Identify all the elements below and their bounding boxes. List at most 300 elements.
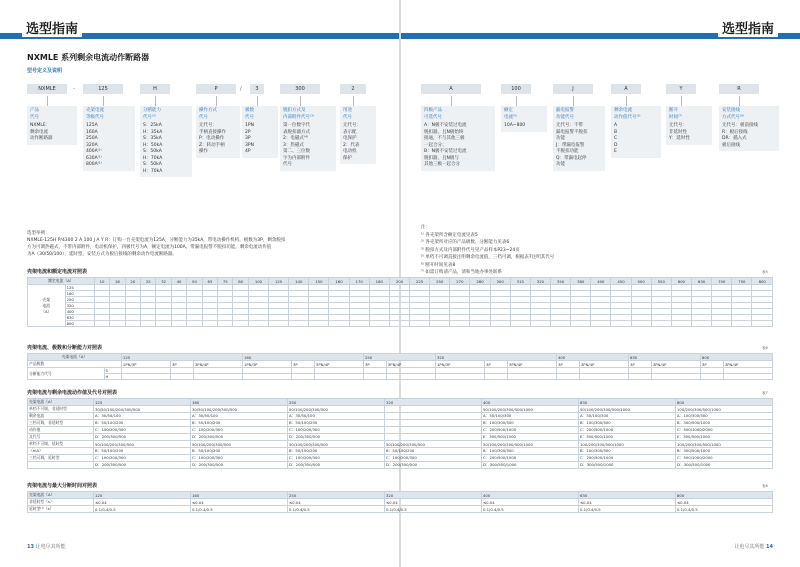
value-cell: C：200/500/1000 <box>579 455 676 462</box>
column-value: H：35kA <box>143 129 163 135</box>
rated-current-cell: 200 <box>389 278 409 285</box>
row-label: 及代号 <box>28 434 94 441</box>
code-column <box>611 106 661 158</box>
breaking-code-cell: S <box>104 368 121 374</box>
rated-current-cell: 16 <box>110 278 125 285</box>
column-value: 一起合分； <box>424 142 447 148</box>
table-header-row <box>28 399 773 406</box>
column-value: J：带漏电报警 <box>556 142 585 148</box>
frame-cell: 160 <box>191 492 288 499</box>
table-row <box>28 420 773 427</box>
column-value: NXMLE： <box>30 123 51 128</box>
code-column <box>196 106 240 158</box>
value-cell <box>269 321 289 327</box>
value-cell <box>156 321 171 327</box>
value-cell <box>591 321 611 327</box>
rated-current-cell: 20 <box>125 278 140 285</box>
column-value: 代号 <box>283 162 292 167</box>
breaking-capacity-table <box>27 353 773 380</box>
note-item: ³⁾ 脱扣方式及内部附件代号见产品样本P23~24页 <box>421 247 520 253</box>
code-column <box>27 106 77 145</box>
table3-unit: 表7 <box>762 391 768 395</box>
value-cell <box>385 427 482 434</box>
value-cell: 100/200/300/500/1000 <box>579 441 676 448</box>
table-row <box>28 413 773 420</box>
value-cell: D：300/500/1000 <box>676 462 773 469</box>
column-value: 无代号：板前接线 <box>722 123 758 128</box>
code-segment: Y <box>666 84 696 94</box>
note-item: ⁶⁾ 断开时间见表8 <box>421 262 456 268</box>
column-value: R：板后接线 <box>722 129 748 135</box>
column-value: 无代号： <box>669 123 687 128</box>
column-value: DR：插入式 <box>722 136 747 141</box>
value-cell <box>691 321 711 327</box>
value-cell <box>723 374 772 380</box>
value-cell: D：200/300/500 <box>288 462 385 469</box>
value-cell <box>187 321 202 327</box>
column-value: 其他三极一起合分 <box>424 162 460 167</box>
poles-cell: 3PN/4P <box>507 361 556 368</box>
value-cell: 50/100/200/300/500 <box>288 406 385 413</box>
code-separator: / <box>240 86 242 92</box>
table-row <box>28 406 773 413</box>
column-value: 功能 <box>556 162 565 167</box>
value-cell: ≤0.04 <box>482 499 579 506</box>
frame-cell: 320 <box>385 492 482 499</box>
column-value: 第一位数字代 <box>283 123 310 128</box>
rated-current-cell: 125 <box>269 278 289 285</box>
column-value: 4P <box>245 149 251 154</box>
value-cell <box>571 321 591 327</box>
frame-cell: 800 <box>676 399 773 406</box>
rated-current-cell: 180 <box>369 278 389 285</box>
rated-current-cell: 700 <box>712 278 732 285</box>
column-value: 接通，不与其他三极 <box>424 136 465 141</box>
header-title-right: 选型指南 <box>718 18 778 37</box>
code-arrow <box>216 96 217 106</box>
value-cell: 50/100/200/300/500/1000 <box>482 406 579 413</box>
column-value: 无代号： <box>199 123 217 128</box>
code-arrow <box>103 96 104 106</box>
code-column <box>501 106 547 132</box>
column-value: A：N极不安装过电流 <box>424 123 467 128</box>
column-name: 四极产品 可选代号 <box>424 108 442 120</box>
value-cell <box>700 374 723 380</box>
header-title-left: 选型指南 <box>22 18 82 37</box>
value-cell <box>314 374 363 380</box>
table-header-row <box>28 354 773 361</box>
column-value: 动作断路器 <box>30 136 53 141</box>
value-cell: C：100/200/300 <box>385 455 482 462</box>
column-name: 脱扣方式及 内部附件代号⁽³⁾ <box>283 108 315 120</box>
selection-example <box>27 230 357 258</box>
main-title: NXMLE 系列剩余电流动作断路器 <box>27 53 150 62</box>
frame-cell: 400 <box>482 399 579 406</box>
poles-cell: 3PN/4P <box>386 361 435 368</box>
column-value: 不脱扣功能 <box>556 149 579 154</box>
value-cell <box>170 374 193 380</box>
rated-current-cell: 280 <box>470 278 490 285</box>
value-cell <box>430 321 450 327</box>
value-cell <box>141 321 156 327</box>
rated-current-cell: 40 <box>171 278 186 285</box>
column-value: 2：代表 <box>343 142 360 148</box>
row-label: 产品极数 <box>28 361 122 368</box>
value-cell <box>712 321 732 327</box>
frame-cell: 250 <box>288 399 385 406</box>
value-cell <box>628 374 651 380</box>
frame-cell: 400 <box>556 354 628 361</box>
poles-cell: 3PN/4P <box>723 361 772 368</box>
frame-cell: 125 <box>65 285 94 291</box>
table-row <box>28 434 773 441</box>
frame-cell: 800 <box>700 354 772 361</box>
column-value: 保护 <box>343 155 352 161</box>
row-label: （mA） <box>28 448 94 455</box>
footer-left <box>27 543 66 550</box>
rated-current-cell: 750 <box>732 278 752 285</box>
poles-cell: 3PN/4P <box>651 361 700 368</box>
column-value: B <box>614 129 618 135</box>
rated-current-cell: 300 <box>490 278 510 285</box>
column-value: H：70kA <box>143 155 163 161</box>
value-cell: ≤0.04 <box>676 499 773 506</box>
row-label: 延时型⁽¹⁾（s） <box>28 506 94 513</box>
value-cell <box>193 374 242 380</box>
rated-current-cell: 10 <box>94 278 109 285</box>
poles-cell: 3PN/4P <box>314 361 363 368</box>
value-cell: B：100/300/500 <box>579 420 676 427</box>
table-row <box>28 361 773 368</box>
value-cell <box>507 374 556 380</box>
column-value: 2P <box>245 129 251 135</box>
column-value: E <box>614 149 617 154</box>
column-name: 额定 电流⁽⁵⁾ <box>504 108 518 120</box>
column-value: 630A⁽¹⁾ <box>86 155 102 161</box>
table <box>27 353 773 380</box>
value-cell <box>94 321 109 327</box>
value-cell: D：300/500/1000 <box>579 462 676 469</box>
rated-current-cell: 75 <box>218 278 233 285</box>
frame-cell: 800 <box>676 492 773 499</box>
code-column <box>421 106 495 171</box>
rated-current-cell: 630 <box>691 278 711 285</box>
value-cell <box>289 321 309 327</box>
value-cell <box>450 321 470 327</box>
value-cell: B：50/100/200 <box>94 420 191 427</box>
value-cell: ≤0.04 <box>94 499 191 506</box>
frame-cell: 630 <box>579 492 676 499</box>
value-cell: B：100/300/500 <box>482 420 579 427</box>
table-row <box>28 321 773 327</box>
value-cell <box>631 321 651 327</box>
column-name: 分断能力 代号⁽²⁾ <box>143 108 161 120</box>
rated-current-cell: 350 <box>551 278 571 285</box>
column-value: 3P <box>245 136 251 141</box>
code-segment: NXMLE <box>27 84 67 94</box>
frame-cell: 250 <box>363 354 435 361</box>
rated-current-cell: 380 <box>571 278 591 285</box>
value-cell <box>218 321 233 327</box>
value-cell: 0.1/0.4/0.5 <box>385 506 482 513</box>
column-value: 第二、三位数 <box>283 149 310 154</box>
value-cell: A：50/100/300 <box>579 413 676 420</box>
row-label: 三档可调，非延时型 <box>28 420 94 427</box>
value-cell: C：500/1000/2000 <box>676 427 773 434</box>
frame-cell: 250 <box>65 297 94 303</box>
poles-cell: 3PN/4P <box>579 361 628 368</box>
footer-slogan: 让电尽其所能 <box>35 544 66 550</box>
value-cell <box>385 406 482 413</box>
frame-cell: 320 <box>385 399 482 406</box>
value-cell <box>651 321 671 327</box>
value-cell: B：50/100/200 <box>288 420 385 427</box>
column-name: 产品 代号 <box>30 108 39 120</box>
column-value: 功能 <box>556 136 565 141</box>
code-segment: P <box>196 84 236 94</box>
notes <box>421 224 791 277</box>
column-value: 漏电报警不脱扣 <box>556 129 588 135</box>
table-header-row <box>28 492 773 499</box>
value-cell: E：300/500/1000 <box>482 434 579 441</box>
value-cell: C：100/200/300 <box>191 455 288 462</box>
frame-cell: 630 <box>65 315 94 321</box>
column-value: D <box>614 142 618 148</box>
code-column <box>280 106 336 171</box>
table3-title: 壳架电流与剩余电流动作值及代号对照表 <box>27 390 118 396</box>
example-label: 选型举例： <box>27 231 50 236</box>
rated-current-cell: 550 <box>651 278 671 285</box>
value-cell <box>389 321 409 327</box>
rated-current-cell: 80 <box>233 278 248 285</box>
column-value: P：电动操作 <box>199 136 225 141</box>
column-value: 3：热磁式 <box>283 142 304 148</box>
header-cell: 壳架电流（A） <box>28 492 94 499</box>
value-cell: 30/50/100/200/300/500 <box>94 406 191 413</box>
column-value: 字为内部附件 <box>283 155 310 161</box>
frame-cell: 320 <box>435 354 556 361</box>
frame-cell: 400 <box>65 309 94 315</box>
column-value: S：35kA <box>143 136 162 141</box>
poles-cell: 3P <box>700 361 723 368</box>
value-cell: B：100/300/500 <box>482 448 579 455</box>
column-name: 极数 代号 <box>245 108 254 120</box>
column-name: 壳架电流 等级代号 <box>86 108 104 120</box>
code-arrow <box>155 96 156 106</box>
table <box>27 491 773 513</box>
rated-current-cell: 100 <box>248 278 268 285</box>
column-value: 800A⁽¹⁾ <box>86 162 102 167</box>
header-cell: 壳架电流（A） <box>28 354 122 361</box>
poles-cell: 1PN/3P <box>435 361 484 368</box>
value-cell: A：50/100/300 <box>482 413 579 420</box>
code-segment: 300 <box>280 84 320 94</box>
rated-current-cell: 140 <box>289 278 309 285</box>
value-cell: B：50/100/200 <box>94 448 191 455</box>
frame-cell: 160 <box>242 354 363 361</box>
poles-cell: 1PN/3P <box>121 361 170 368</box>
value-cell: B：300/500/1000 <box>676 448 773 455</box>
breaking-code-cell: H <box>104 374 121 380</box>
rated-current-table <box>27 277 773 327</box>
value-cell: C：200/500/1000 <box>579 427 676 434</box>
table-row <box>28 455 773 462</box>
frame-cell: 400 <box>482 492 579 499</box>
value-cell <box>556 374 579 380</box>
value-cell: ≤0.04 <box>579 499 676 506</box>
column-value: H：70kA <box>143 168 163 174</box>
column-value: S：25kA <box>143 123 162 128</box>
column-value: 3PN <box>245 142 254 148</box>
code-column <box>242 106 278 158</box>
rated-current-cell: 270 <box>450 278 470 285</box>
table4-title: 壳架电流与最大分断时间对照表 <box>27 483 98 489</box>
value-cell: 0.1/0.4/0.5 <box>482 506 579 513</box>
value-cell: D：200/300/500 <box>94 434 191 441</box>
column-value: S：50kA <box>143 149 162 154</box>
value-cell: 30/50/100/200/300/500 <box>191 406 288 413</box>
poles-cell: 3PN/4P <box>193 361 242 368</box>
rated-current-cell: 160 <box>329 278 349 285</box>
value-cell: C：100/200/300 <box>288 427 385 434</box>
rated-current-cell: 500 <box>631 278 651 285</box>
row-label: 三档可调，延时型 <box>28 455 94 462</box>
code-segment: R <box>719 84 759 94</box>
value-cell: 50/100/200/300/500/1000 <box>579 406 676 413</box>
frame-cell: 160 <box>191 399 288 406</box>
value-cell: 50/100/200/300/500 <box>288 441 385 448</box>
value-cell: C：100/200/300 <box>288 455 385 462</box>
column-value: Q：带漏电起停 <box>556 155 587 161</box>
row-label: 动作值 <box>28 427 94 434</box>
value-cell <box>363 374 386 380</box>
value-cell: D：300/500/1000 <box>482 462 579 469</box>
rated-current-cell: 320 <box>530 278 550 285</box>
value-cell <box>510 321 530 327</box>
row-label: 剩余电流 <box>28 413 94 420</box>
value-cell: A：30/50/100 <box>94 413 191 420</box>
code-arrow <box>451 96 452 106</box>
value-cell: 100/200/300/500/1000 <box>676 441 773 448</box>
column-value: 电动机 <box>343 149 357 154</box>
value-cell: 0.1/0.4/0.5 <box>579 506 676 513</box>
code-segment: 100 <box>501 84 531 94</box>
column-value: 无代号： <box>343 123 361 128</box>
rated-current-cell: 800 <box>752 278 773 285</box>
code-segment: 3 <box>250 84 264 94</box>
column-value: 表脱扣器方式 <box>283 129 310 135</box>
value-cell <box>435 374 484 380</box>
column-value: 脱扣器，且N极与 <box>424 155 459 161</box>
value-cell <box>530 321 550 327</box>
column-value: Y：延时性 <box>669 136 690 141</box>
value-cell <box>485 374 508 380</box>
column-value: Z：转动手柄 <box>199 142 225 148</box>
example-line: 方为可调热磁式，不带内部附件，电动机保护，四极代号为A，额定电流为100A，带漏电报警不脱扣功能，剩余电流动作值 <box>27 245 272 250</box>
rated-current-cell: 225 <box>410 278 430 285</box>
column-value: B：N极不安装过电流 <box>424 149 467 154</box>
table1-unit: 表5 <box>762 270 768 274</box>
column-value: C <box>614 136 618 141</box>
value-cell: B：50/100/200 <box>385 448 482 455</box>
value-cell: 50/100/200/300/500 <box>94 441 191 448</box>
column-value: 125A <box>86 123 98 128</box>
column-value: 非延时性 <box>669 129 687 135</box>
code-segment: A <box>611 84 641 94</box>
page-number: 13 <box>27 544 34 550</box>
frame-cell: 250 <box>288 492 385 499</box>
value-cell <box>309 321 329 327</box>
poles-cell: 3P <box>363 361 386 368</box>
column-value: 无代号：不带 <box>556 123 583 128</box>
column-value: S：50kA <box>143 162 162 167</box>
rated-current-cell: 450 <box>611 278 631 285</box>
frame-cell: 125 <box>94 399 191 406</box>
value-cell <box>490 321 510 327</box>
table4-unit: 表8 <box>762 484 768 488</box>
column-value: 操作 <box>199 149 208 154</box>
table2-title: 壳架电流、极数和分断能力对照表 <box>27 345 103 351</box>
frame-cell: 125 <box>121 354 242 361</box>
rated-current-cell: 32 <box>156 278 171 285</box>
value-cell: A：100/300/500 <box>676 413 773 420</box>
poles-cell: 1PN/3P <box>242 361 291 368</box>
code-arrow <box>626 96 627 106</box>
value-cell: C：100/200/300 <box>94 427 191 434</box>
column-value: 320A <box>86 142 98 148</box>
rated-current-cell: 600 <box>671 278 691 285</box>
column-value: 10A~800 <box>504 123 526 128</box>
code-column <box>666 106 712 145</box>
note-item: ⁵⁾ 单档不可调直接注明剩余电流值，三档可调，根据表7注明其代号 <box>421 255 555 260</box>
row-group-label: 壳架 电流 （A） <box>28 285 66 327</box>
header-cell: 额定电流（A） <box>28 278 95 285</box>
frame-cell: 630 <box>579 399 676 406</box>
value-cell <box>349 321 369 327</box>
value-cell: B：50/100/200 <box>191 420 288 427</box>
row-label: 分断能力代号 <box>28 368 105 380</box>
value-cell <box>233 321 248 327</box>
value-cell <box>385 420 482 427</box>
column-value: 1PN <box>245 123 254 128</box>
column-value: 电保护 <box>343 136 357 141</box>
value-cell: B：100/300/500 <box>579 448 676 455</box>
code-column <box>719 106 779 151</box>
row-label: 非延时型（s） <box>28 499 94 506</box>
code-arrow <box>257 96 258 106</box>
table-row <box>28 499 773 506</box>
poles-cell: 3P <box>628 361 651 368</box>
column-name: 操作方式 代号 <box>199 108 217 120</box>
table <box>27 398 773 469</box>
residual-current-table <box>27 398 773 469</box>
note-item: ⁷⁾ 如需订购请产品，请和当地办事处联系 <box>421 270 502 275</box>
note-item: ¹⁾ 各壳架所含额定电流见表5 <box>421 232 478 238</box>
value-cell: 50/100/200/300/500/1000 <box>482 441 579 448</box>
value-cell: C：200/500/1000 <box>482 455 579 462</box>
frame-cell: 320 <box>65 303 94 309</box>
code-arrow <box>300 96 301 106</box>
value-cell: C：100/200/300 <box>94 455 191 462</box>
value-cell <box>329 321 349 327</box>
poles-cell: 3P <box>292 361 315 368</box>
value-cell <box>579 374 628 380</box>
column-name: 断开 时间⁽⁷⁾ <box>669 108 683 120</box>
frame-cell: 125 <box>94 492 191 499</box>
rated-current-cell: 315 <box>510 278 530 285</box>
value-cell: 50/100/200/300/500 <box>191 441 288 448</box>
column-value: 手柄直接操作 <box>199 129 226 135</box>
